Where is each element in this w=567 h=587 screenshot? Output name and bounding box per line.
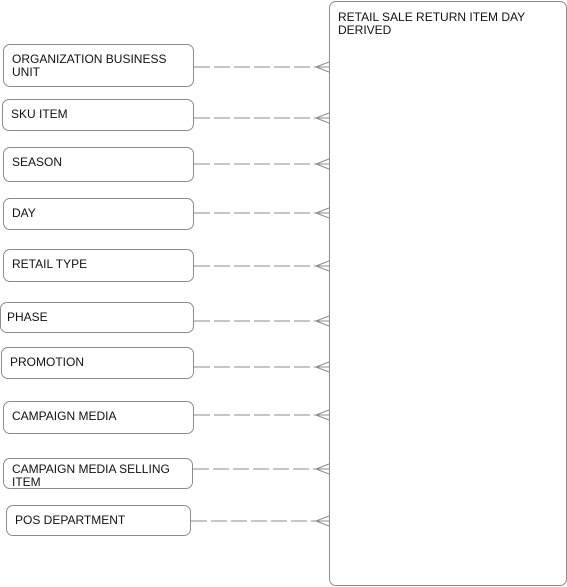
- relationship-8: [193, 464, 329, 474]
- entity-title: CAMPAIGN MEDIA SELLING ITEM: [12, 462, 170, 489]
- entity-title: RETAIL TYPE: [12, 257, 88, 271]
- relationship-5: [194, 316, 329, 326]
- relationship-4: [194, 261, 329, 271]
- relationship-6: [194, 362, 329, 372]
- relationship-9: [191, 516, 329, 526]
- entity-title: SKU ITEM: [11, 107, 68, 121]
- entity-title: CAMPAIGN MEDIA: [12, 409, 117, 423]
- entity-title: DAY: [12, 206, 36, 220]
- relationship-7: [194, 410, 329, 420]
- relationship-2: [194, 159, 329, 169]
- entity-title: ORGANIZATION BUSINESS UNIT: [12, 52, 167, 79]
- entity-title: RETAIL SALE RETURN ITEM DAY DERIVED: [338, 10, 525, 37]
- entity-title: PHASE: [7, 310, 48, 324]
- relationship-1: [194, 113, 329, 123]
- entity-title: POS DEPARTMENT: [15, 513, 126, 527]
- relationship-0: [194, 62, 329, 72]
- relationship-3: [194, 208, 329, 218]
- entity-title: PROMOTION: [10, 355, 84, 369]
- entity-title: SEASON: [12, 155, 63, 169]
